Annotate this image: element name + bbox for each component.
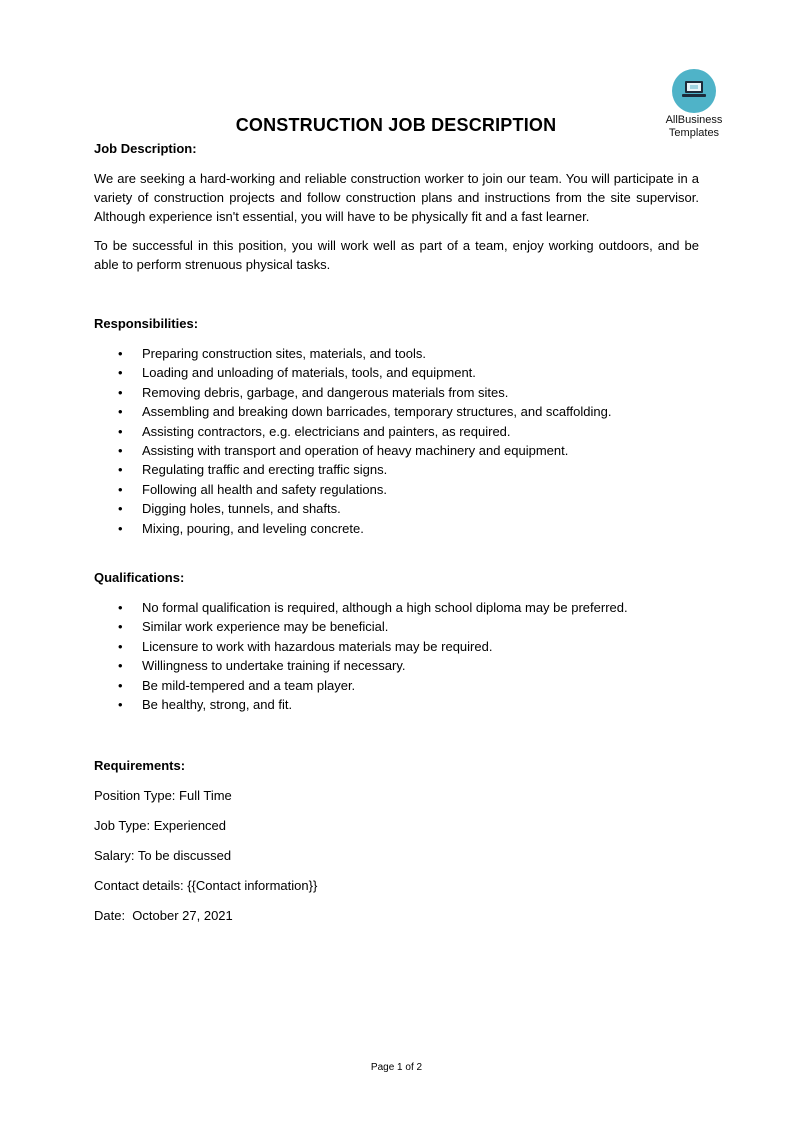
list-item: • Willingness to undertake training if necessary. bbox=[118, 658, 406, 674]
list-item: • Licensure to work with hazardous materials may be required. bbox=[118, 638, 493, 654]
list-item: • Be mild-tempered and a team player. bbox=[118, 677, 356, 693]
list-item: • Digging holes, tunnels, and shafts. bbox=[118, 501, 341, 517]
job-description-paragraph: We are seeking a hard-working and reliable construction worker to join our team. You will participate in a variety of construction projects and follow construction plans and instructions from the site supervisor. Although experience isn't essential, you will have to be physically fit and a fast learner. bbox=[94, 171, 699, 224]
logo-text-line1: AllBusiness bbox=[665, 114, 723, 126]
position-type: Position Type: Full Time bbox=[94, 787, 232, 803]
list-item: • Assisting contractors, e.g. electricians and painters, as required. bbox=[118, 423, 511, 439]
list-item: • Assembling and breaking down barricades, temporary structures, and scaffolding. bbox=[118, 404, 612, 420]
document-body bbox=[94, 139, 699, 925]
requirements-heading: Requirements: bbox=[94, 757, 186, 773]
list-item: • Assisting with transport and operation of heavy machinery and equipment. bbox=[118, 443, 569, 459]
responsibilities-heading: Responsibilities: bbox=[94, 316, 199, 331]
list-item: • Removing debris, garbage, and dangerous materials from sites. bbox=[118, 384, 509, 400]
list-item: • No formal qualification is required, although a high school diploma may be preferred. bbox=[118, 600, 628, 616]
logo-text-line2: Templates bbox=[668, 127, 720, 139]
list-item: • Following all health and safety regulations. bbox=[118, 481, 387, 497]
laptop-icon bbox=[672, 69, 716, 113]
date: Date: October 27, 2021 bbox=[94, 907, 233, 923]
qualifications-list bbox=[94, 598, 699, 714]
job-type: Job Type: Experienced bbox=[94, 817, 227, 833]
list-item: • Mixing, pouring, and leveling concrete. bbox=[118, 520, 364, 536]
salary: Salary: To be discussed bbox=[94, 847, 232, 863]
list-item: • Similar work experience may be beneficial. bbox=[118, 619, 389, 635]
list-item: • Preparing construction sites, materials, and tools. bbox=[118, 346, 426, 361]
list-item: • Regulating traffic and erecting traffic signs. bbox=[118, 462, 388, 478]
job-description-heading: Job Description: bbox=[94, 141, 197, 156]
qualifications-heading: Qualifications: bbox=[94, 570, 185, 586]
responsibilities-list bbox=[94, 344, 699, 538]
document-title: CONSTRUCTION JOB DESCRIPTION bbox=[235, 115, 557, 135]
list-item: • Be healthy, strong, and fit. bbox=[118, 697, 293, 713]
list-item: • Loading and unloading of materials, tools, and equipment. bbox=[118, 365, 476, 381]
job-description-paragraph: To be successful in this position, you will work well as part of a team, enjoy working outdoors, and be able to perform strenuous physical tasks. bbox=[94, 238, 699, 272]
contact-details: Contact details: {{Contact information}} bbox=[94, 877, 318, 893]
page-number: Page 1 of 2 bbox=[370, 1062, 423, 1073]
